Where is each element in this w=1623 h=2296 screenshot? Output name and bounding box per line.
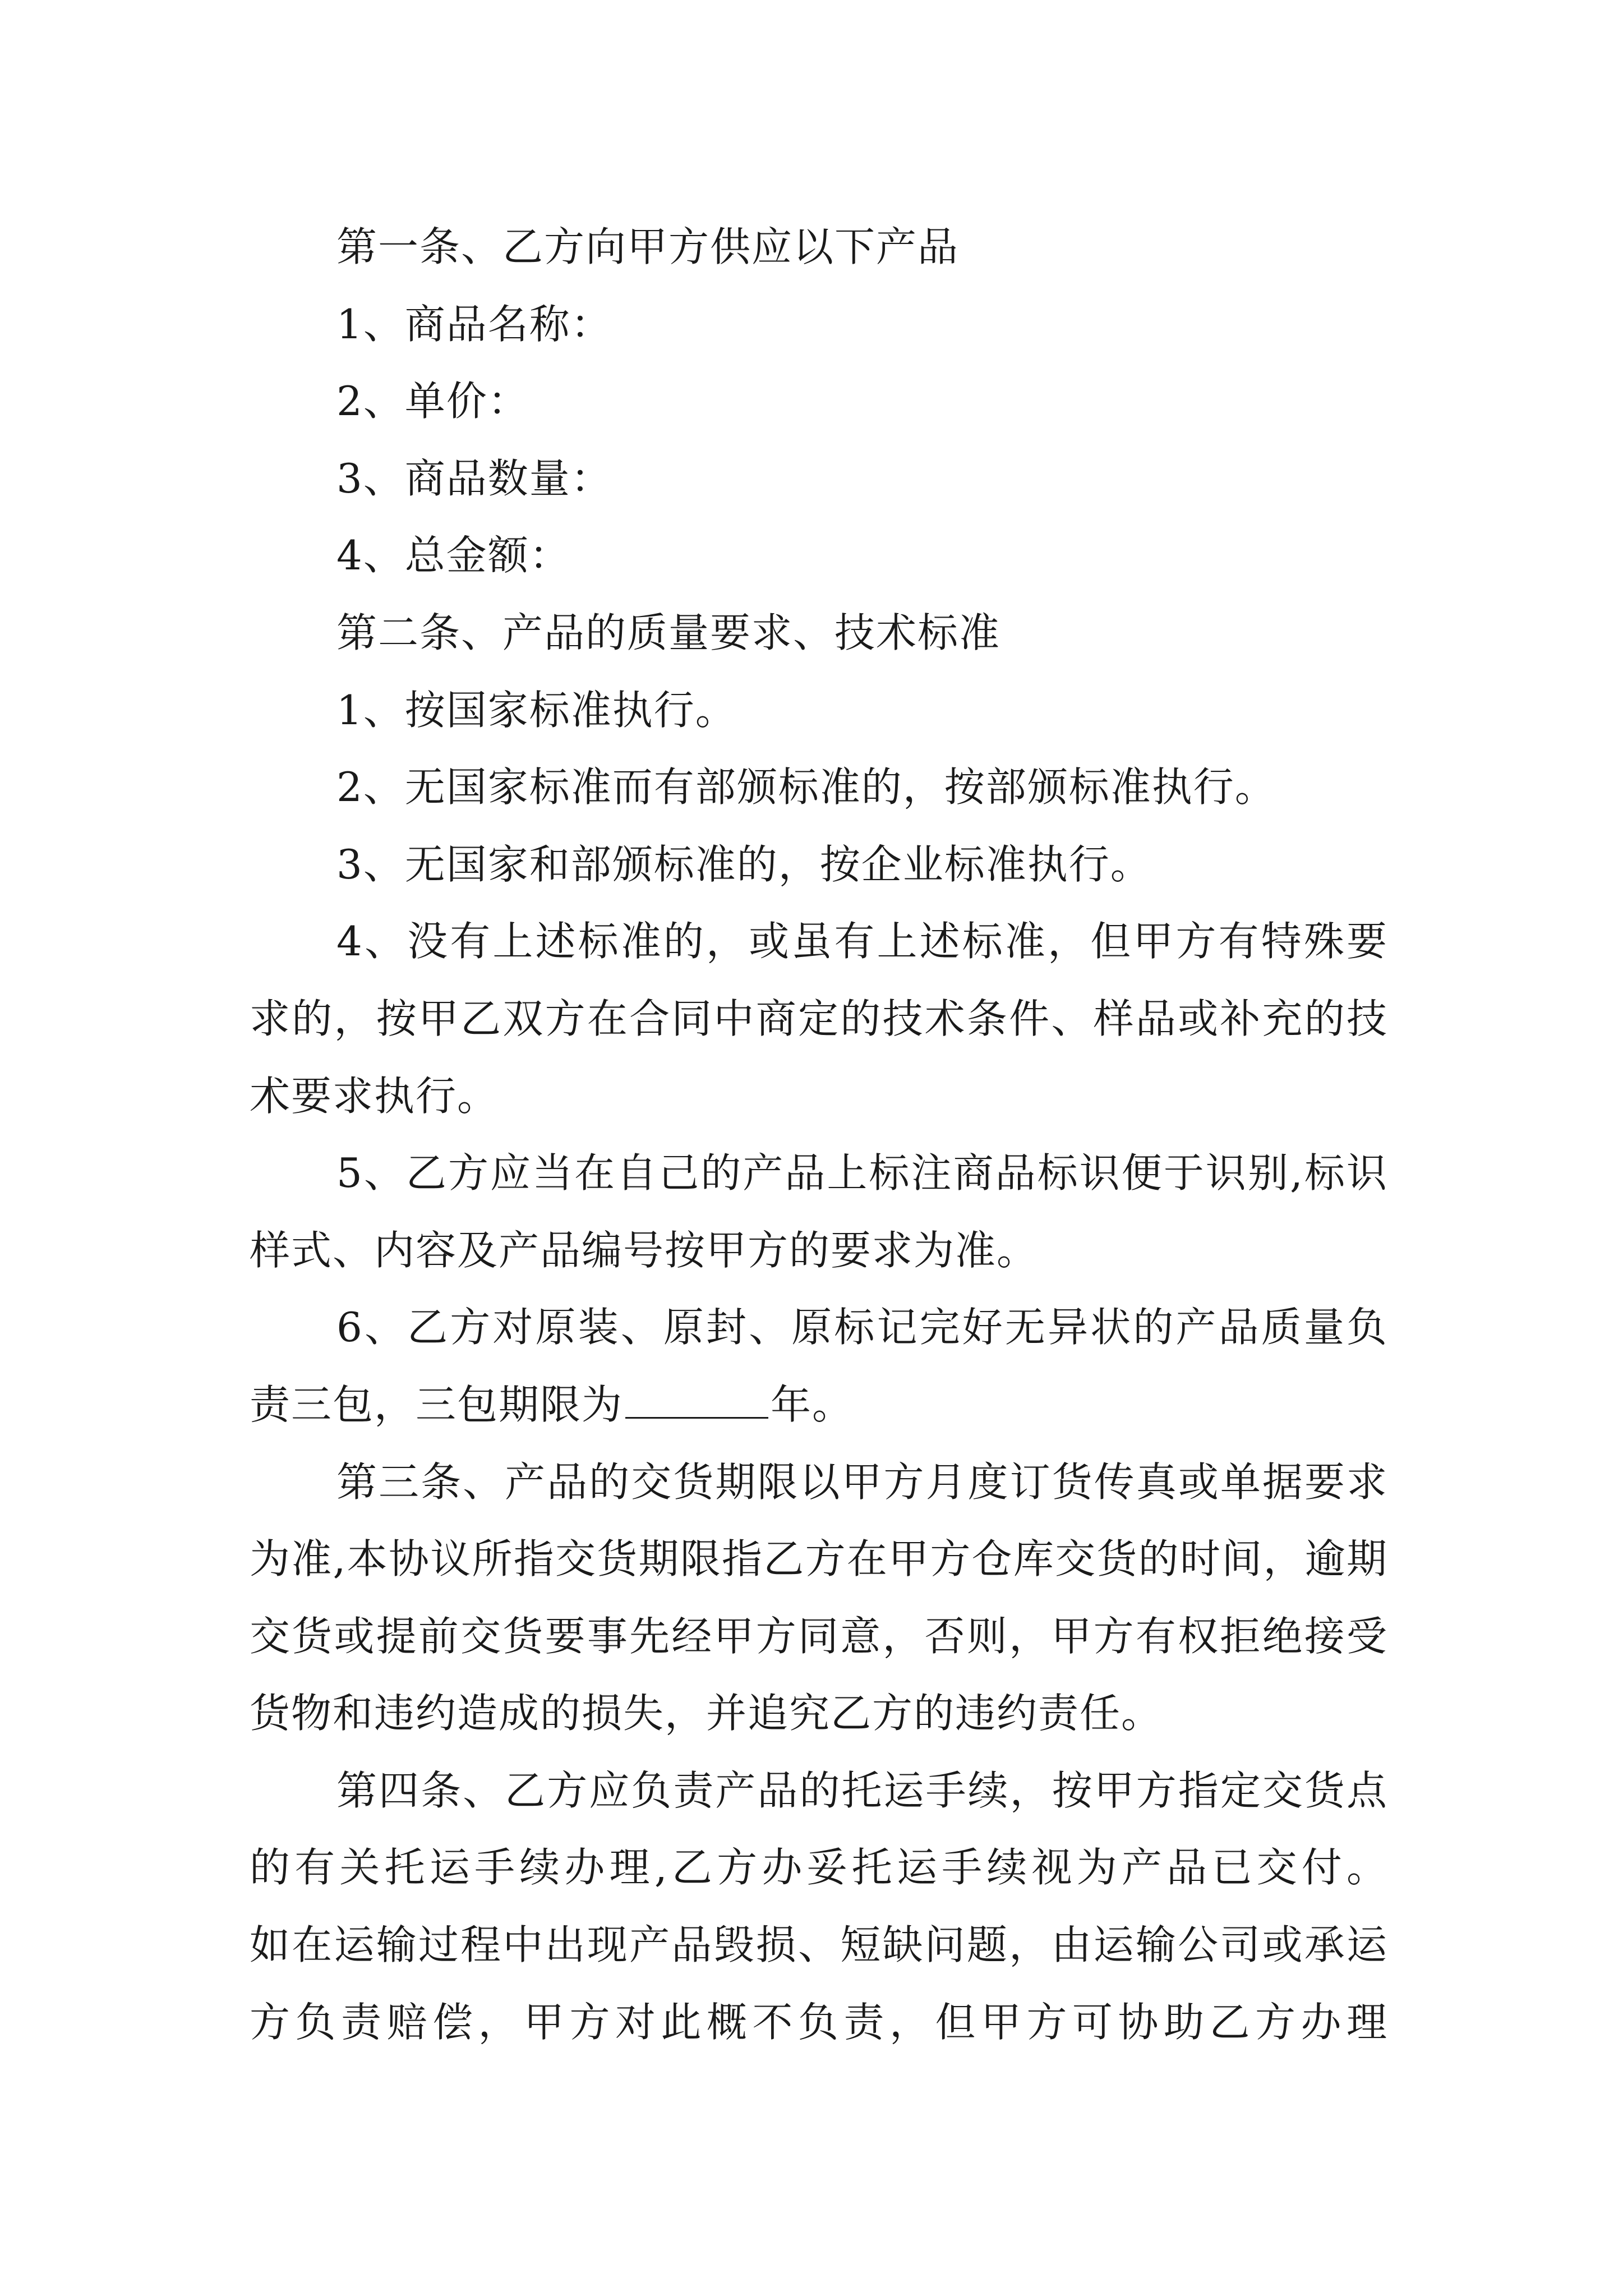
warranty-years-blank bbox=[625, 1378, 768, 1419]
item-unit-price: 2、单价： bbox=[336, 378, 529, 425]
article-2-item-5: 5、乙方应当在自己的产品上标注商品标识便于识别,标识样式、内容及产品编号按甲方的要求为准。 bbox=[250, 1149, 1388, 1274]
item-quantity: 3、商品数量： bbox=[336, 454, 612, 502]
article-2-item-6-after: 年。 bbox=[771, 1381, 854, 1428]
item-total-amount: 4、总金额： bbox=[336, 532, 571, 579]
document-body bbox=[250, 209, 1388, 2061]
article-2-item-3: 3、无国家和部颁标准的，按企业标准执行。 bbox=[336, 840, 1152, 888]
article-4-continued: 如在运输过程中出现产品毁损、短缺问题，由运输公司或承运方负责赔偿，甲方对此概不负责，但甲方可协助乙方办理 bbox=[250, 1921, 1388, 2046]
article-4: 第四条、乙方应负责产品的托运手续，按甲方指定交货点的有关托运手续办理,乙方办妥托运手续视为产品已交付。 bbox=[250, 1766, 1388, 1892]
article-3: 第三条、产品的交货期限以甲方月度订货传真或单据要求为准,本协议所指交货期限指乙方在甲方仓库交货的时间，逾期交货或提前交货要事先经甲方同意，否则，甲方有权拒绝接受货物和违约造成的损失，并追究乙方的违约责任。 bbox=[250, 1458, 1388, 1737]
article-2-heading: 第二条、产品的质量要求、技术标准 bbox=[336, 609, 1001, 656]
article-2-item-6-before: 6、乙方对原装、原封、原标记完好无异状的产品质量负责三包，三包期限为 bbox=[250, 1304, 1388, 1428]
article-2-item-6 bbox=[250, 1289, 1388, 1443]
article-1-heading: 第一条、乙方向甲方供应以下产品 bbox=[336, 223, 960, 270]
article-2-item-4: 4、没有上述标准的，或虽有上述标准，但甲方有特殊要求的，按甲乙双方在合同中商定的技术条件、样品或补充的技术要求执行。 bbox=[250, 918, 1388, 1120]
article-2-item-1: 1、按国家标准执行。 bbox=[336, 686, 737, 734]
article-2-item-2: 2、无国家标准而有部颁标准的，按部颁标准执行。 bbox=[336, 763, 1276, 811]
item-product-name: 1、商品名称： bbox=[336, 300, 612, 348]
